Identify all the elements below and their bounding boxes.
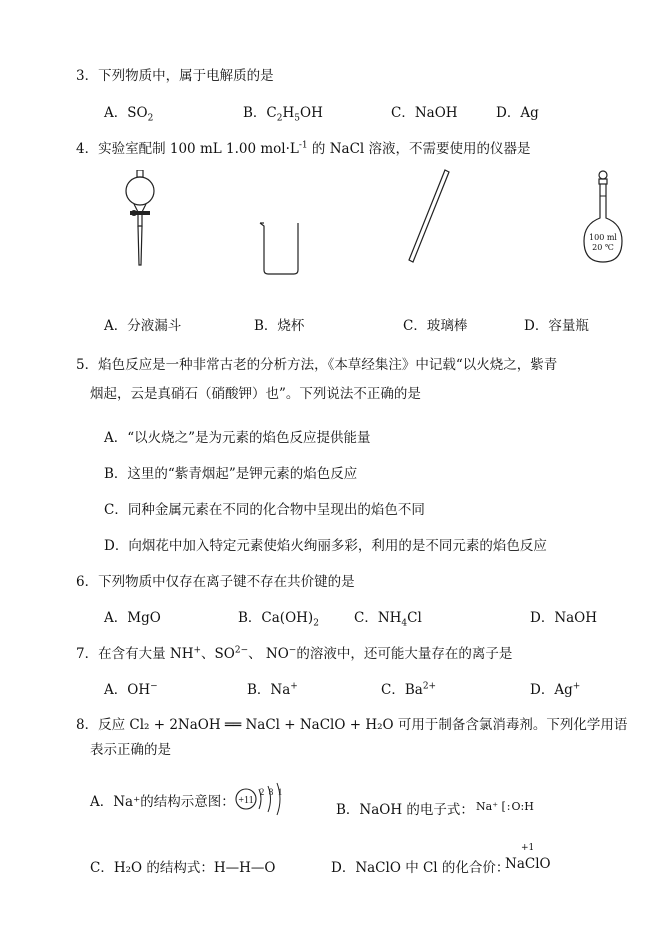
- beaker-image: [258, 220, 304, 276]
- q4-option-b: B．烧杯: [254, 318, 305, 334]
- q7-stem: 7．在含有大量 NH+、$SO^{2-}$、 NO−的溶液中，还可能大量存在的离子是: [76, 645, 513, 662]
- electron-shell-1-count: 2: [259, 787, 265, 797]
- glass-rod-image: [404, 168, 454, 264]
- cl-valence-label: +1: [521, 843, 535, 853]
- q3-option-b: B．$C_2H_5OH$: [243, 105, 323, 124]
- naclo-formula: NaClO: [505, 856, 551, 872]
- volumetric-flask-image: [580, 170, 626, 266]
- q8-option-c: C．H₂O 的结构式：H—H—O: [90, 860, 276, 876]
- separatory-funnel-image: [122, 170, 158, 268]
- q8-stem-line-2: 表示正确的是: [90, 742, 171, 758]
- q5-option-c: C．同种金属元素在不同的化合物中呈现出的焰色不同: [104, 502, 425, 518]
- q6-option-c: C．$NH_4Cl$: [354, 610, 422, 629]
- q5-option-d: D．向烟花中加入特定元素使焰火绚丽多彩，利用的是不同元素的焰色反应: [104, 538, 547, 554]
- q4-option-c: C．玻璃棒: [403, 318, 468, 334]
- q6-stem: 6．下列物质中仅存在离子键不存在共价键的是: [76, 574, 355, 590]
- q6-option-a: A．MgO: [104, 610, 161, 626]
- electron-shell-3-count: 1: [277, 787, 283, 797]
- q5-stem-line-2: 烟起，云是真硝石（硝酸钾）也”。下列说法不正确的是: [90, 386, 421, 402]
- q7-option-c: C．$Ba^{2+}$: [381, 681, 437, 698]
- flask-volume-label: 100 ml: [589, 233, 617, 242]
- q8-stem-line-1: 8．反应 Cl₂ + 2NaOH ══ NaCl + NaClO + H₂O 可用于制备含氯消毒剂。下列化学用语: [76, 717, 628, 733]
- q4-option-d: D．容量瓶: [524, 318, 589, 334]
- q5-option-b: B．这里的“紫青烟起”是钾元素的焰色反应: [104, 466, 358, 482]
- q3-option-d: D．Ag: [496, 105, 539, 121]
- electron-shell-2-count: 8: [268, 787, 274, 797]
- q7-option-a: A．OH−: [104, 681, 158, 698]
- q5-option-a: A．“以火烧之”是为元素的焰色反应提供能量: [104, 430, 371, 446]
- q6-option-b: B．$Ca(OH)_2$: [238, 610, 319, 629]
- q3-option-c: C．NaOH: [391, 105, 458, 121]
- q8-option-a: A．Na⁺的结构示意图：: [90, 794, 235, 810]
- flask-temperature-label: 20 ℃: [592, 243, 614, 252]
- q6-option-d: D．NaOH: [530, 610, 598, 626]
- q8-option-b: B．NaOH 的电子式：: [336, 802, 474, 818]
- q7-option-b: B．Na+: [247, 681, 298, 698]
- q8-option-d: D．NaClO 中 Cl 的化合价：: [331, 860, 510, 876]
- q3-stem: 3．下列物质中，属于电解质的是: [76, 68, 274, 84]
- q3-option-a: A．$SO_2$: [104, 105, 154, 124]
- nucleus-charge-label: +11: [238, 795, 254, 806]
- q4-option-a: A．分液漏斗: [104, 318, 182, 334]
- naoh-electron-formula: Na⁺ [:O:H: [476, 800, 534, 813]
- sodium-ion-structure-diagram: [234, 777, 288, 823]
- q5-stem-line-1: 5．焰色反应是一种非常古老的分析方法，《本草经集注》中记载“以火烧之，紫青: [76, 357, 558, 373]
- q4-stem: 4．实验室配制 100 mL 1.00 $mol\cdot L^{-1}$ 的 NaCl 溶液，不需要使用的仪器是: [76, 140, 531, 157]
- q7-option-d: D．Ag+: [530, 681, 581, 698]
